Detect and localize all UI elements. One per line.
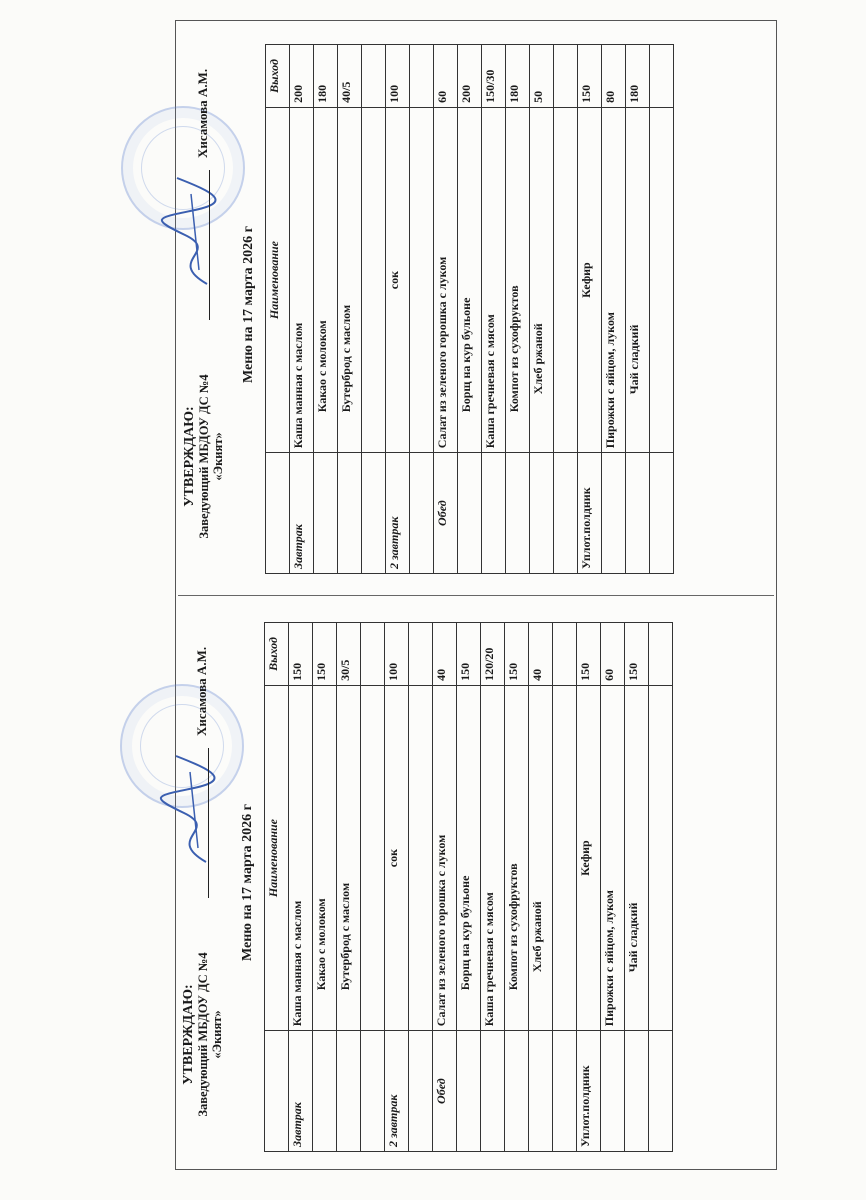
approval-header (183, 27, 265, 582)
meal-cell: 2 завтрак (385, 1031, 409, 1152)
meal-cell (409, 1031, 433, 1152)
dish-cell: Хлеб ржаной (530, 107, 554, 452)
dish-cell: Салат из зеленого горошка с луком (434, 107, 458, 452)
table-row (338, 45, 362, 574)
dish-cell: Пирожки с яйцом, луком (601, 685, 625, 1030)
dish-cell (361, 685, 385, 1030)
col-dish-header: Наименование (266, 107, 290, 452)
meal-cell (457, 1031, 481, 1152)
dish-cell: Чай сладкий (626, 107, 650, 452)
table-row (409, 623, 433, 1152)
table-row (457, 623, 481, 1152)
output-cell: 40/5 (338, 45, 362, 108)
output-cell: 200 (290, 45, 314, 108)
meal-cell (338, 453, 362, 574)
table-row (602, 45, 626, 574)
table-row (481, 623, 505, 1152)
output-cell (554, 45, 578, 108)
dish-cell: Каша гречневая с мясом (481, 685, 505, 1030)
dish-cell: Кефир (578, 107, 602, 452)
dish-cell (362, 107, 386, 452)
output-cell: 150 (505, 623, 529, 686)
table-row (313, 623, 337, 1152)
meal-cell: Обед (433, 1031, 457, 1152)
meal-cell (458, 453, 482, 574)
table-row (506, 45, 530, 574)
dish-cell: сок (386, 107, 410, 452)
dish-cell (649, 685, 673, 1030)
meal-cell (361, 1031, 385, 1152)
meal-cell (482, 453, 506, 574)
table-row (386, 45, 410, 574)
approval-block (182, 917, 224, 1152)
approval-header (182, 605, 264, 1160)
approve-position: Заведующий МБДОУ ДС №4 (196, 952, 210, 1117)
output-cell: 150 (625, 623, 649, 686)
dish-cell (409, 685, 433, 1030)
meal-cell (529, 1031, 553, 1152)
output-cell: 150 (313, 623, 337, 686)
output-cell (649, 623, 673, 686)
dish-cell: Хлеб ржаной (529, 685, 553, 1030)
table-header-row (266, 45, 290, 574)
dish-cell: Каша манная с маслом (290, 107, 314, 452)
meal-cell (337, 1031, 361, 1152)
signature-block (188, 608, 218, 898)
menu-title: Меню на 17 марта 2026 г (241, 225, 256, 384)
meal-cell (553, 1031, 577, 1152)
signer-name: Хисамова А.М. (194, 646, 209, 736)
table-row (553, 623, 577, 1152)
meal-cell (410, 453, 434, 574)
meal-cell (505, 1031, 529, 1152)
signature-scribble (154, 748, 224, 868)
output-cell (650, 45, 674, 108)
meal-cell (602, 453, 626, 574)
table-header-row (265, 623, 289, 1152)
approve-label: УТВЕРЖДАЮ: (182, 406, 197, 507)
output-cell (361, 623, 385, 686)
menu-table (264, 622, 673, 1152)
table-row (362, 45, 386, 574)
signature-line (209, 170, 210, 320)
meal-cell (554, 453, 578, 574)
dish-cell: Бутерброд с маслом (337, 685, 361, 1030)
output-cell (362, 45, 386, 108)
meal-cell (506, 453, 530, 574)
output-cell: 150 (457, 623, 481, 686)
meal-cell: Завтрак (289, 1031, 313, 1152)
meal-cell: Обед (434, 453, 458, 574)
output-cell: 40 (433, 623, 457, 686)
table-row (433, 623, 457, 1152)
output-cell: 120/20 (481, 623, 505, 686)
table-row (529, 623, 553, 1152)
dish-cell: Компот из сухофруктов (506, 107, 530, 452)
table-row (505, 623, 529, 1152)
table-row (385, 623, 409, 1152)
table-row (289, 623, 313, 1152)
meal-cell (601, 1031, 625, 1152)
table-row (314, 45, 338, 574)
col-meal-header (266, 453, 290, 574)
signature-scribble (155, 170, 225, 290)
output-cell: 200 (458, 45, 482, 108)
meal-cell (313, 1031, 337, 1152)
approval-block (183, 339, 225, 574)
meal-cell: Уплот.полдник (577, 1031, 601, 1152)
col-output-header: Выход (265, 623, 289, 686)
output-cell: 150/30 (482, 45, 506, 108)
output-cell: 180 (506, 45, 530, 108)
dish-cell: Каша манная с маслом (289, 685, 313, 1030)
table-row (361, 623, 385, 1152)
output-cell: 60 (434, 45, 458, 108)
dish-cell (553, 685, 577, 1030)
dish-cell: Кефир (577, 685, 601, 1030)
table-row (626, 45, 650, 574)
table-row (410, 45, 434, 574)
dish-cell (650, 107, 674, 452)
menu-panel-2 (183, 27, 783, 582)
table-row (601, 623, 625, 1152)
table-row (337, 623, 361, 1152)
output-cell (410, 45, 434, 108)
meal-cell: Уплот.полдник (578, 453, 602, 574)
output-cell: 150 (577, 623, 601, 686)
output-cell: 100 (385, 623, 409, 686)
output-cell (553, 623, 577, 686)
output-cell: 100 (386, 45, 410, 108)
output-cell: 150 (578, 45, 602, 108)
meal-cell (530, 453, 554, 574)
meal-cell: 2 завтрак (386, 453, 410, 574)
table-row (290, 45, 314, 574)
output-cell: 180 (314, 45, 338, 108)
meal-cell (481, 1031, 505, 1152)
dish-cell (410, 107, 434, 452)
dish-cell: Чай сладкий (625, 685, 649, 1030)
table-row (625, 623, 649, 1152)
meal-cell: Завтрак (290, 453, 314, 574)
table-row (578, 45, 602, 574)
col-meal-header (265, 1031, 289, 1152)
meal-cell (314, 453, 338, 574)
output-cell: 40 (529, 623, 553, 686)
dish-cell: Каша гречневая с мясом (482, 107, 506, 452)
meal-cell (362, 453, 386, 574)
dish-cell: Пирожки с яйцом, луком (602, 107, 626, 452)
table-row (434, 45, 458, 574)
dish-cell: Компот из сухофруктов (505, 685, 529, 1030)
output-cell: 30/5 (337, 623, 361, 686)
meal-cell (650, 453, 674, 574)
col-output-header: Выход (266, 45, 290, 108)
dish-cell: Салат из зеленого горошка с луком (433, 685, 457, 1030)
table-row (458, 45, 482, 574)
output-cell: 50 (530, 45, 554, 108)
table-row (530, 45, 554, 574)
table-row (482, 45, 506, 574)
menu-title: Меню на 17 марта 2026 г (240, 803, 255, 962)
dish-cell: Борщ на кур бульоне (458, 107, 482, 452)
output-cell: 60 (601, 623, 625, 686)
dish-cell (554, 107, 578, 452)
dish-cell: Какао с молоком (313, 685, 337, 1030)
approve-label: УТВЕРЖДАЮ: (181, 984, 196, 1085)
approve-org: «Экият» (210, 1010, 224, 1059)
meal-cell (626, 453, 650, 574)
dish-cell: сок (385, 685, 409, 1030)
approve-position: Заведующий МБДОУ ДС №4 (197, 374, 211, 539)
output-cell: 80 (602, 45, 626, 108)
output-cell: 180 (626, 45, 650, 108)
approve-org: «Экият» (211, 432, 225, 481)
signature-block (189, 30, 219, 320)
table-row (554, 45, 578, 574)
dish-cell: Борщ на кур бульоне (457, 685, 481, 1030)
table-row (577, 623, 601, 1152)
menu-panel-1 (182, 605, 782, 1160)
output-cell (409, 623, 433, 686)
fold-divider (178, 595, 774, 596)
signer-name: Хисамова А.М. (195, 68, 210, 158)
dish-cell: Бутерброд с маслом (338, 107, 362, 452)
col-dish-header: Наименование (265, 685, 289, 1030)
meal-cell (625, 1031, 649, 1152)
signature-line (208, 748, 209, 898)
table-row (649, 623, 673, 1152)
dish-cell: Какао с молоком (314, 107, 338, 452)
table-row (650, 45, 674, 574)
menu-table (265, 44, 674, 574)
meal-cell (649, 1031, 673, 1152)
output-cell: 150 (289, 623, 313, 686)
